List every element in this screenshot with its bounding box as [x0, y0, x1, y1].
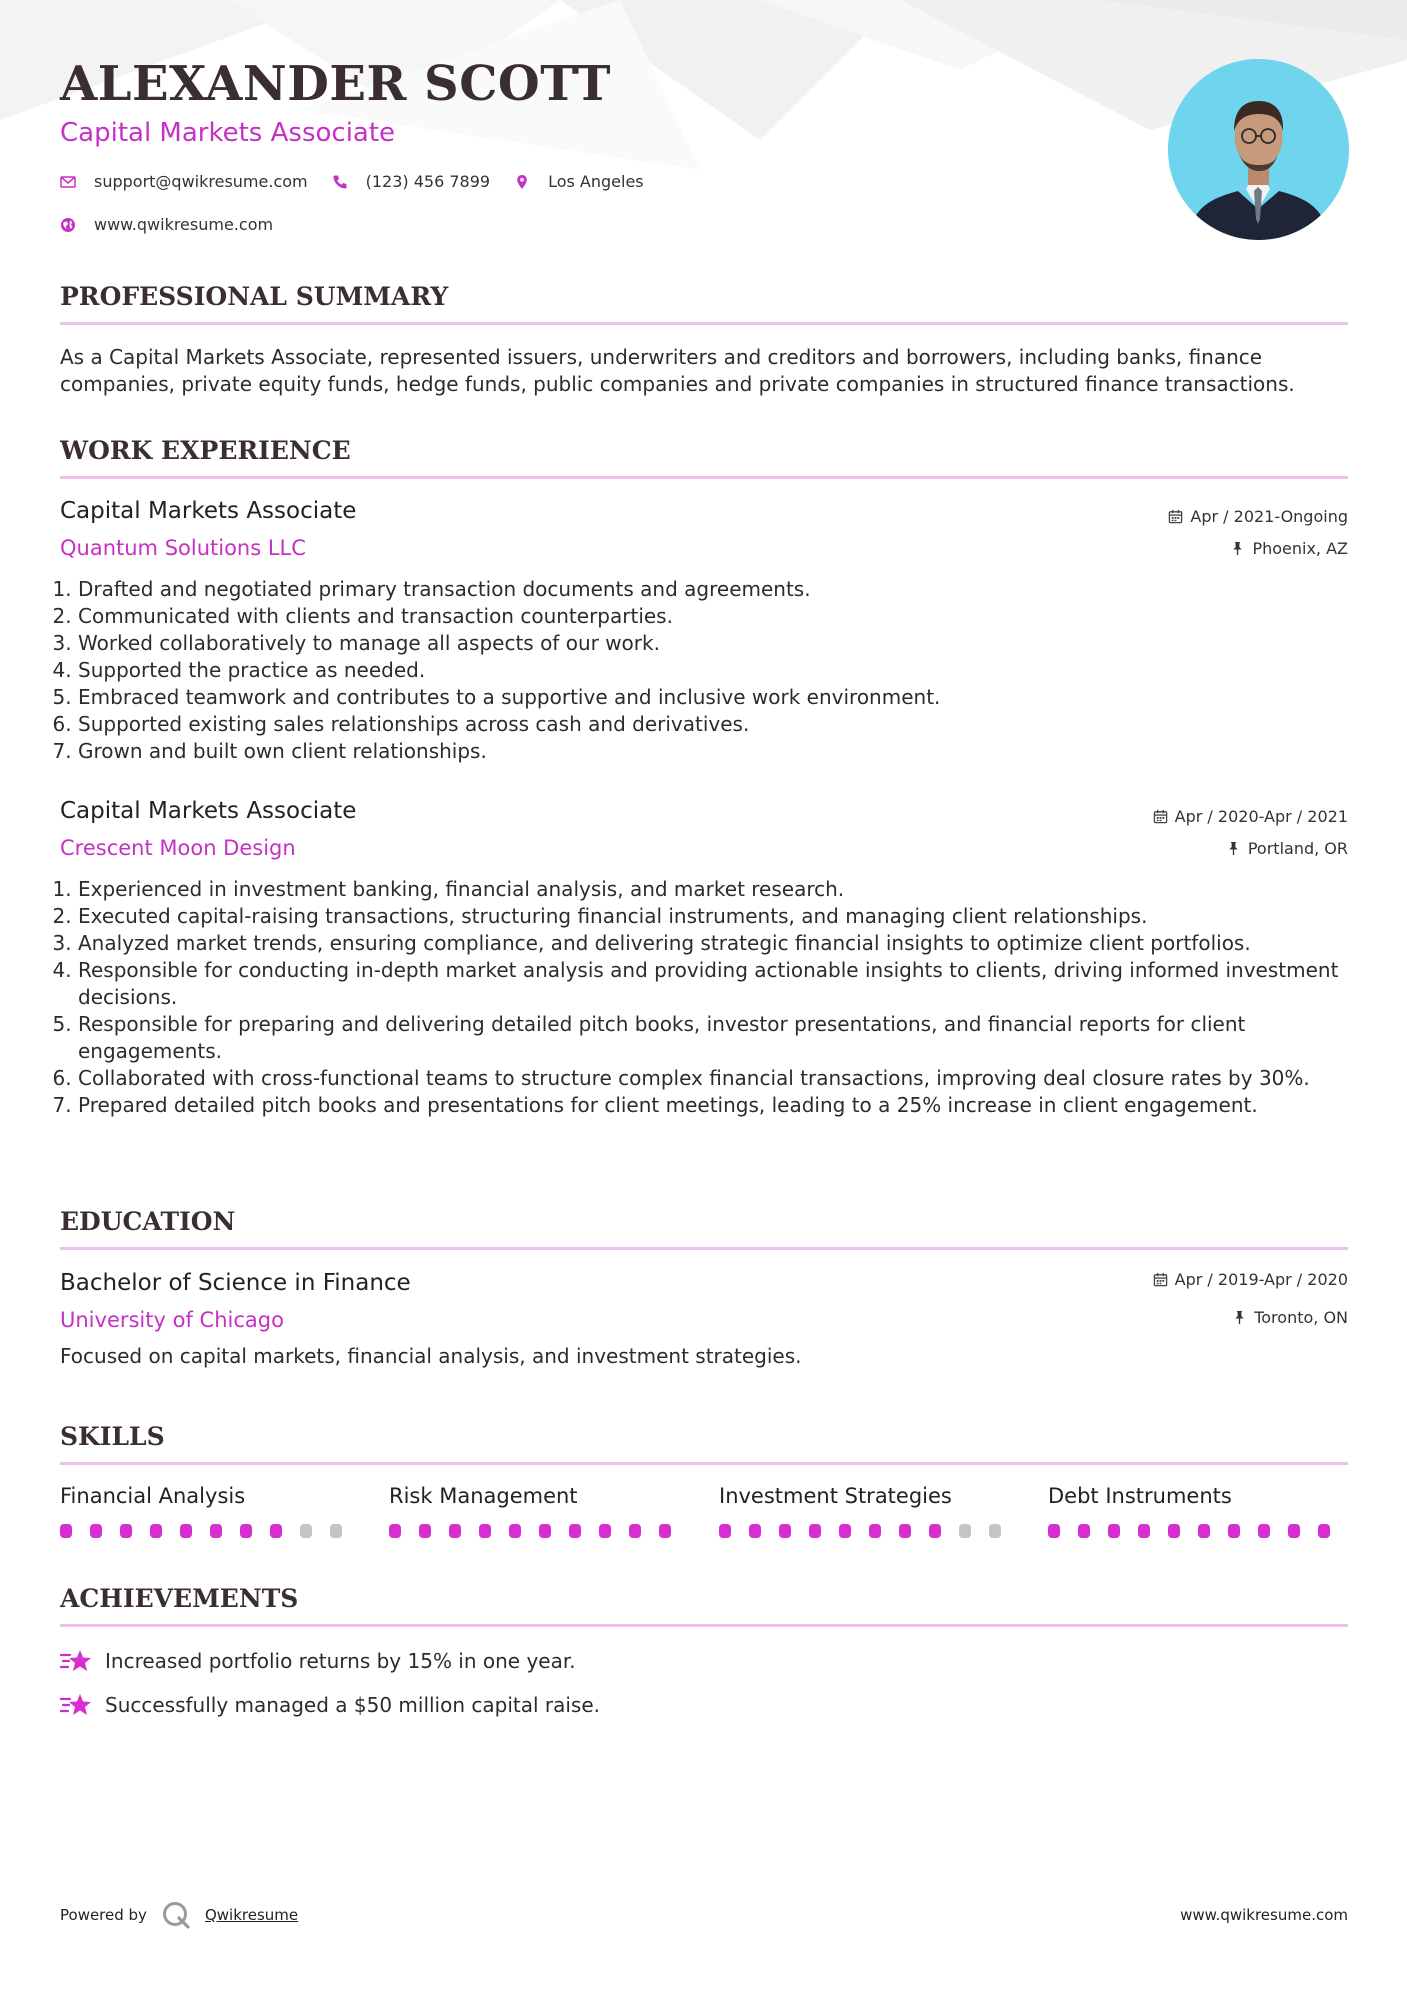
job-title: Capital Markets Associate	[60, 498, 357, 524]
skill-dot-filled	[120, 1524, 132, 1538]
job-location-text: Phoenix, AZ	[1252, 539, 1348, 558]
achievement-text: Successfully managed a $50 million capital raise.	[105, 1693, 601, 1717]
pushpin-icon	[1226, 841, 1241, 856]
skill-dot-filled	[899, 1524, 911, 1538]
list-item: 3. Worked collaboratively to manage all aspects of our work.	[78, 630, 1348, 657]
list-item: 6. Collaborated with cross-functional teams to structure complex financial transactions, improving deal closure rates by 30%.	[78, 1065, 1348, 1092]
envelope-icon	[60, 174, 76, 190]
education-description: Focused on capital markets, financial analysis, and investment strategies.	[60, 1344, 802, 1368]
skill-name: Debt Instruments	[1048, 1484, 1232, 1508]
skill-rating	[60, 1524, 360, 1538]
skill-dot-filled	[929, 1524, 941, 1538]
qwikresume-logo-icon	[161, 1900, 191, 1930]
section-title-summary: PROFESSIONAL SUMMARY	[60, 282, 449, 311]
list-item: 4. Responsible for conducting in-depth market analysis and providing actionable insights to clients, driving informed investment decisions.	[78, 957, 1348, 1011]
skill-item	[1048, 1484, 1348, 1538]
skill-dot-filled	[419, 1524, 431, 1538]
skill-rating	[1048, 1524, 1348, 1538]
job-location	[1226, 839, 1348, 858]
email-text: support@qwikresume.com	[94, 172, 308, 191]
skill-dot-filled	[270, 1524, 282, 1538]
pushpin-icon	[1232, 1310, 1247, 1325]
skill-dot-filled	[479, 1524, 491, 1538]
skill-dot-filled	[1138, 1524, 1150, 1538]
list-item: 1. Experienced in investment banking, financial analysis, and market research.	[78, 876, 1348, 903]
website-text: www.qwikresume.com	[94, 215, 274, 234]
calendar-icon	[1153, 809, 1168, 824]
skill-dot-filled	[779, 1524, 791, 1538]
skill-dot-filled	[659, 1524, 671, 1538]
skill-dot-filled	[1198, 1524, 1210, 1538]
education-dates	[1153, 1270, 1348, 1289]
degree-title: Bachelor of Science in Finance	[60, 1270, 411, 1296]
qwikresume-link[interactable]: Qwikresume	[204, 1906, 299, 1924]
skill-dot-filled	[629, 1524, 641, 1538]
list-item: 2. Communicated with clients and transaction counterparties.	[78, 603, 1348, 630]
shooting-star-icon	[60, 1691, 92, 1719]
skill-dot-filled	[90, 1524, 102, 1538]
globe-icon	[60, 217, 76, 233]
skill-item	[60, 1484, 360, 1538]
skill-dot-empty	[330, 1524, 342, 1538]
powered-by-label: Powered by	[60, 1906, 147, 1924]
skill-dot-filled	[240, 1524, 252, 1538]
list-item: 5. Responsible for preparing and delivering detailed pitch books, investor presentations, and financial reports for client engagements.	[78, 1011, 1348, 1065]
contact-row-website	[60, 215, 297, 234]
section-title-achievements: ACHIEVEMENTS	[60, 1584, 299, 1613]
list-item: 2. Executed capital-raising transactions, structuring financial instruments, and managing client relationships.	[78, 903, 1348, 930]
job-location	[1230, 539, 1348, 558]
candidate-name: ALEXANDER SCOTT	[60, 56, 611, 112]
skill-name: Investment Strategies	[719, 1484, 952, 1508]
skill-dot-filled	[569, 1524, 581, 1538]
achievement-item	[60, 1691, 600, 1719]
skill-dot-filled	[1048, 1524, 1060, 1538]
achievement-item	[60, 1647, 576, 1675]
shooting-star-icon	[60, 1647, 92, 1675]
footer-powered-by	[60, 1900, 298, 1930]
contact-email[interactable]	[60, 172, 308, 191]
list-item: 3. Analyzed market trends, ensuring compliance, and delivering strategic financial insights to optimize client portfolios.	[78, 930, 1348, 957]
skill-dot-empty	[959, 1524, 971, 1538]
skill-dot-filled	[1258, 1524, 1270, 1538]
skill-dot-filled	[539, 1524, 551, 1538]
skill-rating	[389, 1524, 689, 1538]
list-item: 1. Drafted and negotiated primary transaction documents and agreements.	[78, 576, 1348, 603]
skill-dot-filled	[1108, 1524, 1120, 1538]
job-dates	[1168, 507, 1348, 526]
list-item: 5. Embraced teamwork and contributes to a supportive and inclusive work environment.	[78, 684, 1348, 711]
skill-dot-filled	[719, 1524, 731, 1538]
location-text: Los Angeles	[548, 172, 644, 191]
skill-rating	[719, 1524, 1019, 1538]
skill-item	[719, 1484, 1019, 1538]
skill-dot-filled	[509, 1524, 521, 1538]
skill-dot-filled	[749, 1524, 761, 1538]
contact-website[interactable]	[60, 215, 273, 234]
profile-photo	[1168, 59, 1349, 240]
section-divider	[60, 1247, 1348, 1250]
skill-dot-empty	[989, 1524, 1001, 1538]
summary-text: As a Capital Markets Associate, represented issuers, underwriters and creditors and borrowers, including banks, finance companies, private equity funds, hedge funds, public companies and private companies in structured finance transactions.	[60, 345, 1295, 396]
contact-phone[interactable]	[332, 172, 490, 191]
pushpin-icon	[1230, 541, 1245, 556]
job-company: Crescent Moon Design	[60, 836, 296, 860]
map-pin-icon	[514, 174, 530, 190]
skill-dot-filled	[210, 1524, 222, 1538]
calendar-icon	[1168, 509, 1183, 524]
list-item: 6. Supported existing sales relationships across cash and derivatives.	[78, 711, 1348, 738]
skill-item	[389, 1484, 689, 1538]
job-company: Quantum Solutions LLC	[60, 536, 306, 560]
list-item: 7. Grown and built own client relationships.	[78, 738, 1348, 765]
job-responsibilities	[58, 576, 1348, 765]
skill-dot-filled	[180, 1524, 192, 1538]
job-responsibilities	[58, 876, 1348, 1119]
section-title-skills: SKILLS	[60, 1422, 165, 1451]
education-dates-text: Apr / 2019-Apr / 2020	[1174, 1270, 1348, 1289]
skill-dot-filled	[599, 1524, 611, 1538]
section-divider	[60, 1462, 1348, 1465]
skill-dot-filled	[869, 1524, 881, 1538]
skill-dot-filled	[1228, 1524, 1240, 1538]
skill-dot-filled	[1168, 1524, 1180, 1538]
skill-dot-filled	[1288, 1524, 1300, 1538]
skill-dot-filled	[809, 1524, 821, 1538]
job-dates	[1153, 807, 1348, 826]
skill-dot-filled	[449, 1524, 461, 1538]
achievement-text: Increased portfolio returns by 15% in one year.	[105, 1649, 576, 1673]
skill-name: Risk Management	[389, 1484, 578, 1508]
section-divider	[60, 322, 1348, 325]
skill-dot-filled	[389, 1524, 401, 1538]
skill-dot-filled	[150, 1524, 162, 1538]
skill-dot-filled	[60, 1524, 72, 1538]
job-location-text: Portland, OR	[1247, 839, 1348, 858]
list-item: 4. Supported the practice as needed.	[78, 657, 1348, 684]
skill-dot-filled	[1318, 1524, 1330, 1538]
list-item: 7. Prepared detailed pitch books and presentations for client meetings, leading to a 25% increase in client engagement.	[78, 1092, 1348, 1119]
education-location-text: Toronto, ON	[1254, 1308, 1348, 1327]
contact-location	[514, 172, 644, 191]
calendar-icon	[1153, 1272, 1168, 1287]
skill-dot-empty	[300, 1524, 312, 1538]
skill-dot-filled	[839, 1524, 851, 1538]
job-title: Capital Markets Associate	[60, 798, 357, 824]
section-title-education: EDUCATION	[60, 1207, 236, 1236]
school-name: University of Chicago	[60, 1308, 284, 1332]
contact-row	[60, 172, 668, 191]
phone-text: (123) 456 7899	[365, 172, 491, 191]
education-location	[1232, 1308, 1348, 1327]
footer-website[interactable]: www.qwikresume.com	[1180, 1906, 1348, 1924]
section-divider	[60, 1624, 1348, 1627]
phone-icon	[332, 174, 348, 190]
candidate-headline: Capital Markets Associate	[60, 118, 396, 148]
skill-dot-filled	[1078, 1524, 1090, 1538]
skill-name: Financial Analysis	[60, 1484, 246, 1508]
section-title-experience: WORK EXPERIENCE	[60, 436, 351, 465]
section-divider	[60, 476, 1348, 479]
job-dates-text: Apr / 2021-Ongoing	[1190, 507, 1348, 526]
job-dates-text: Apr / 2020-Apr / 2021	[1174, 807, 1348, 826]
